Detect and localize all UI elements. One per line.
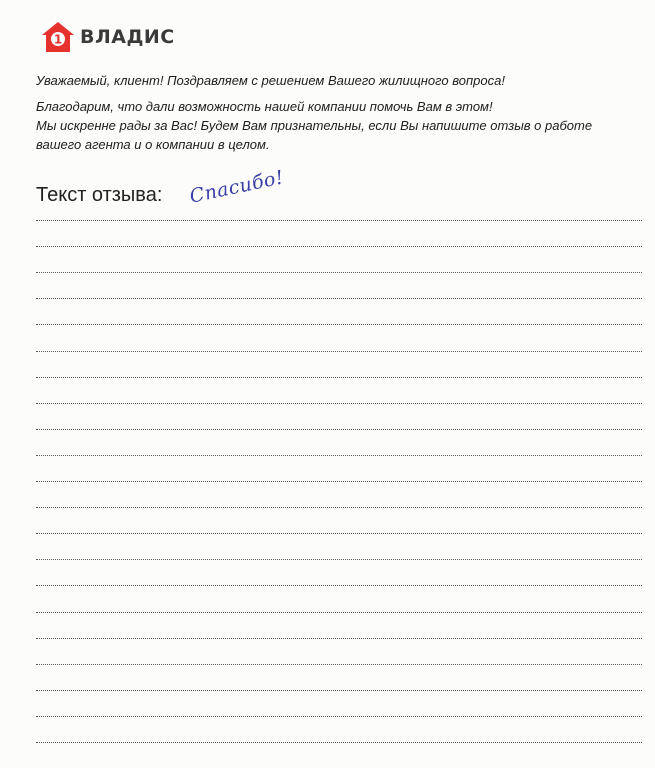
writing-line [36,742,642,743]
writing-line [36,455,642,456]
writing-line [36,690,642,691]
thanks-text-line: Благодарим, что дали возможность нашей компании помочь Вам в этом! [36,99,493,114]
writing-line [36,324,642,325]
writing-line [36,664,642,665]
writing-line [36,429,642,430]
writing-line [36,585,642,586]
handwritten-review: Спасибо! [187,166,286,208]
review-writing-area[interactable] [36,0,642,768]
svg-text:1: 1 [53,32,63,47]
writing-line [36,351,642,352]
writing-line [36,716,642,717]
writing-line [36,403,642,404]
review-label: Текст отзыва: [36,184,163,206]
writing-line [36,298,642,299]
writing-line [36,638,642,639]
thanks-text-line: Мы искренне рады за Вас! Будем Вам признательны, если Вы напишите отзыв о работе [36,118,593,133]
logo-wordmark: ВЛАДИС [80,26,175,48]
writing-line [36,612,642,613]
writing-line [36,481,642,482]
writing-line [36,507,642,508]
writing-line [36,272,642,273]
writing-line [36,377,642,378]
writing-line [36,220,642,221]
writing-line [36,559,642,560]
writing-line [36,246,642,247]
writing-line [36,533,642,534]
greeting-text: Уважаемый, клиент! Поздравляем с решением Вашего жилищного вопроса! [36,73,505,88]
thanks-text-line: вашего агента и о компании в целом. [36,137,270,152]
